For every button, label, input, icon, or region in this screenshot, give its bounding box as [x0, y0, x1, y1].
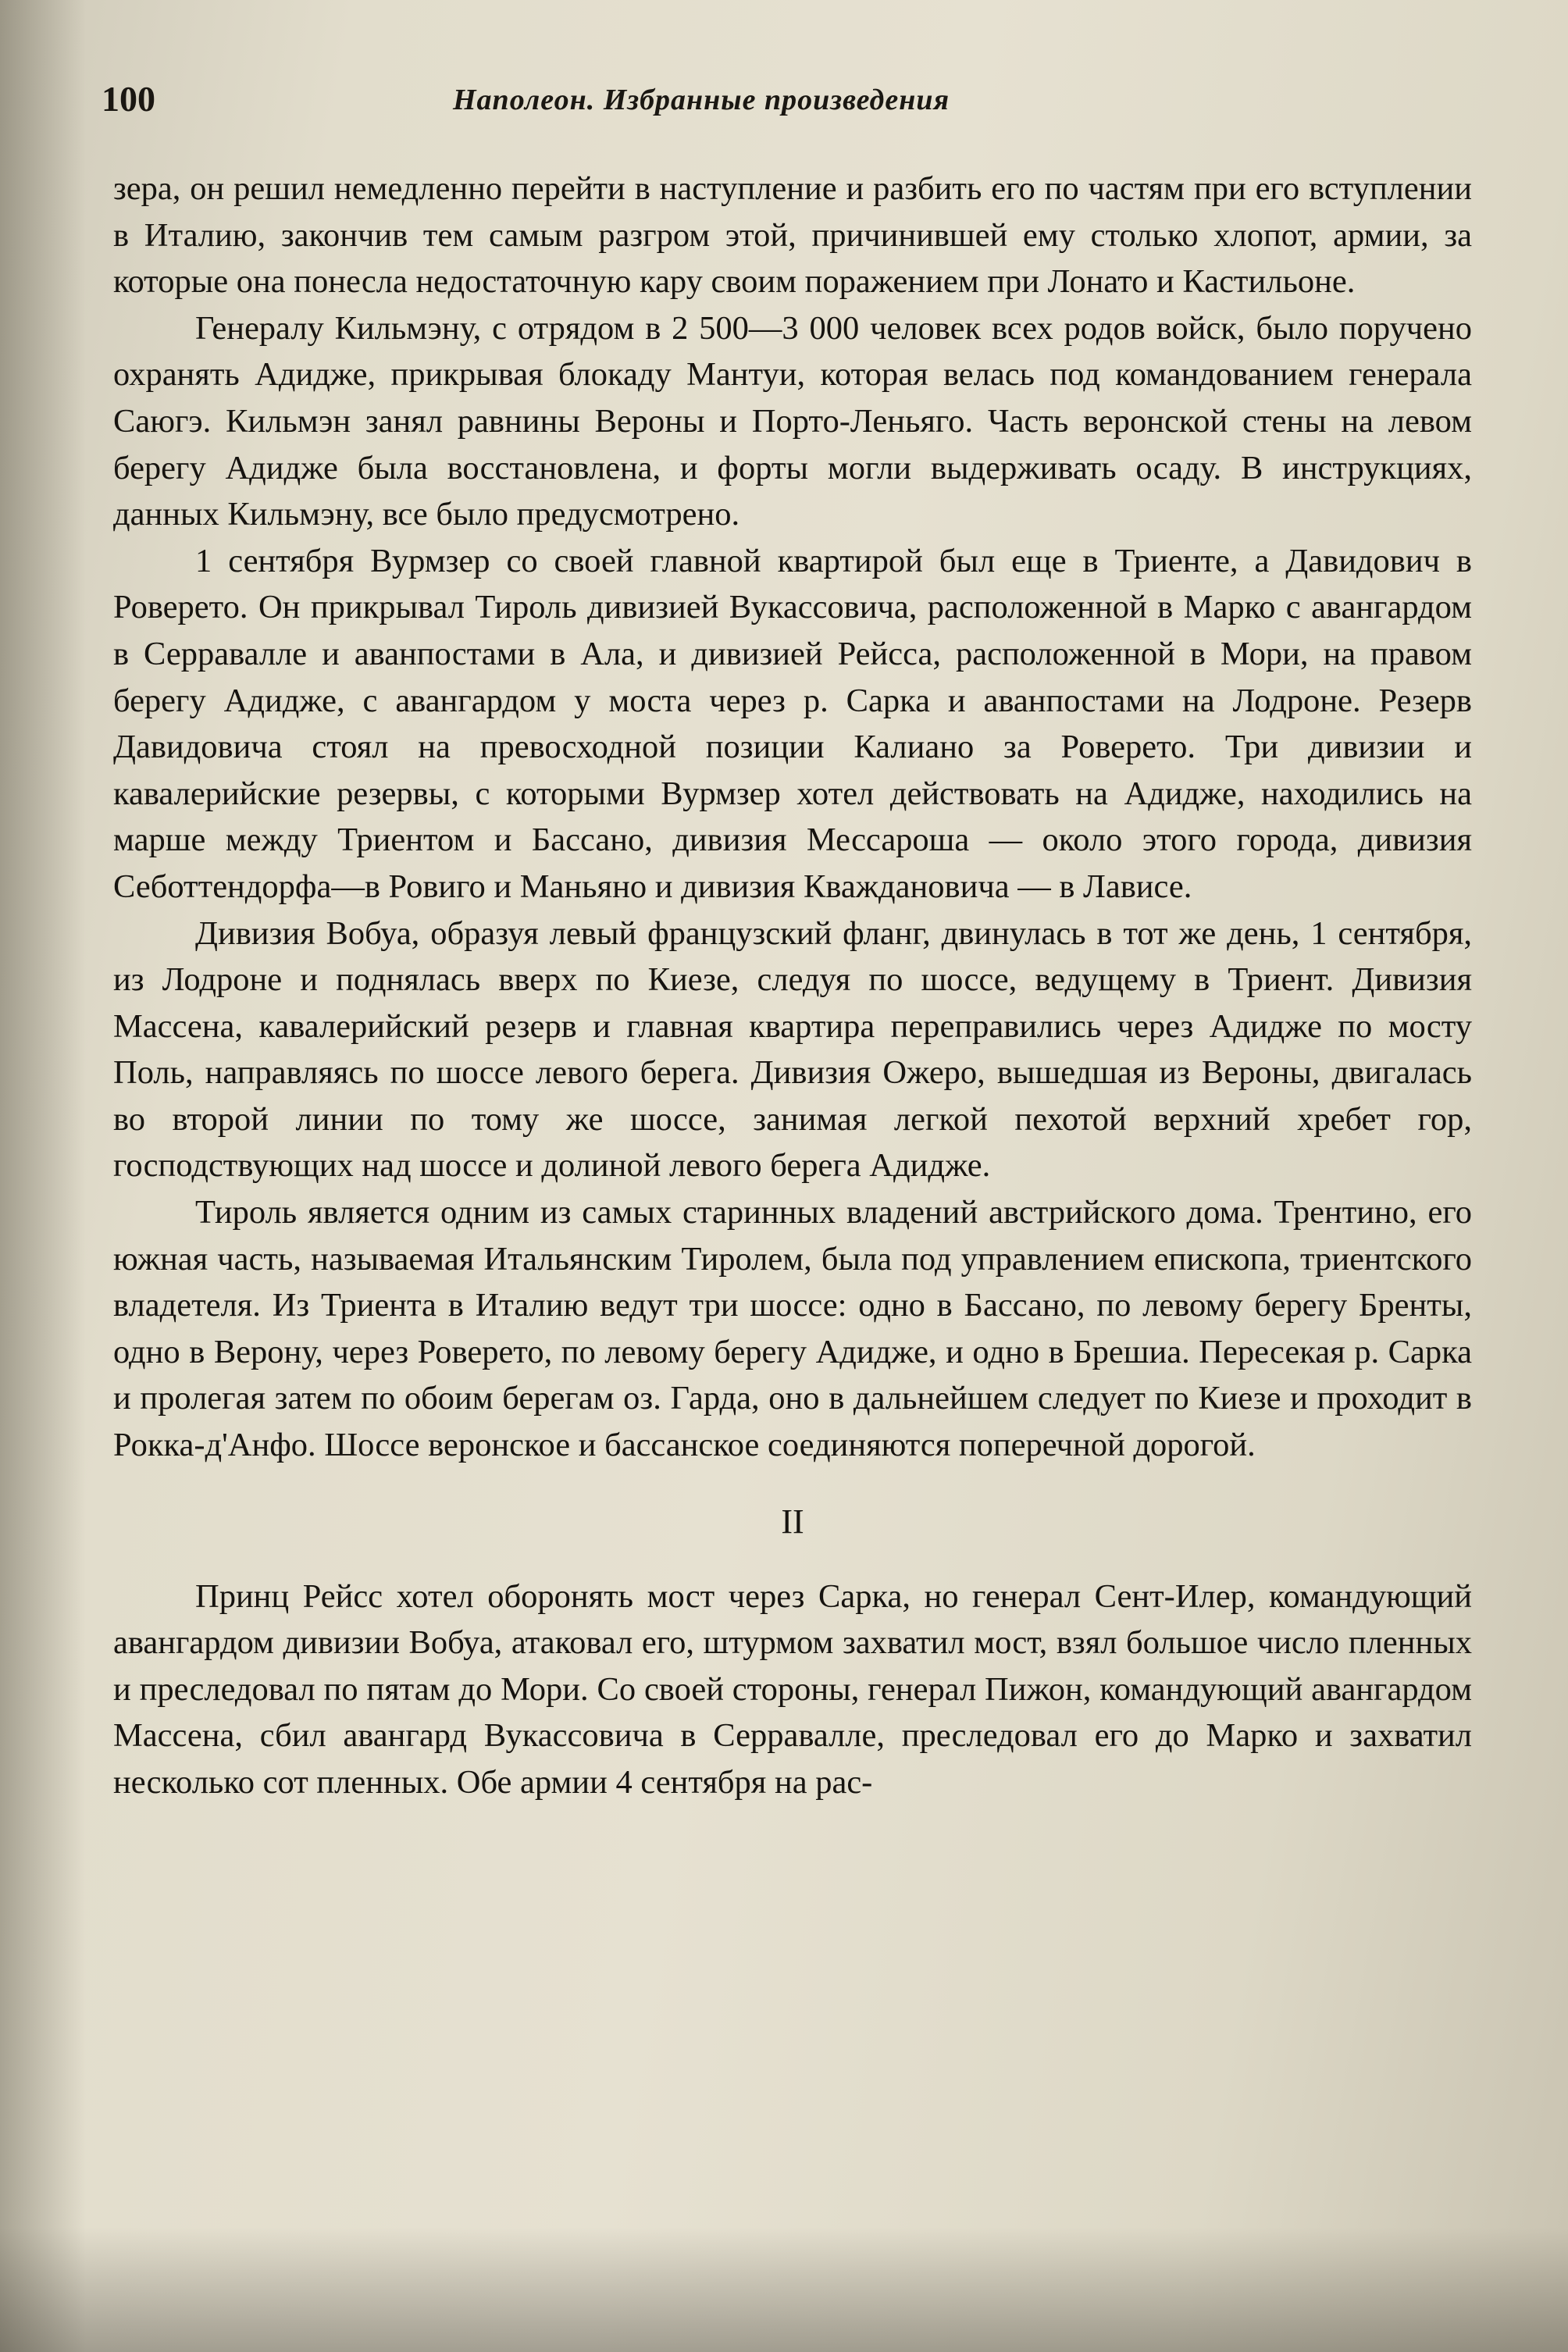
section-heading: II [781, 1502, 804, 1541]
body-text [113, 166, 1472, 1806]
paragraph: Генералу Кильмэну, с отрядом в 2 500—3 000 человек всех родов войск, было поручено охранять Адидже, прикрывая блокаду Мантуи, которая велась под командованием генерала Саюгэ. Кильмэн занял равнины Вероны и Порто-Леньяго. Часть веронской стены на левом берегу Адидже была восстановлена, и форты могли выдерживать осаду. В инструкциях, данных Кильмэну, все было предусмотрено. [113, 309, 1472, 533]
page-header [102, 78, 1476, 133]
paragraph-continuation: зера, он решил немедленно перейти в наступление и разбить его по частям при его вступлении в Италию, закончив тем самым разгром этой, причинившей ему столько хлопот, армии, за которые она понесла недостаточную кару своим поражением при Лонато и Кастильоне. [113, 170, 1472, 301]
running-title: Наполеон. Избранные произведения [453, 84, 950, 116]
page-number: 100 [102, 79, 155, 119]
paragraph: Тироль является одним из самых старинных владений австрийского дома. Трентино, его южная часть, называемая Итальянским Тиролем, была под управлением епископа, триентского владетеля. Из Триента в Италию ведут три шоссе: одно в Бассано, по левому берегу Бренты, одно в Верону, через Роверето, по левому берегу Адидже, и одно в Брешиа. Пересекая р. Сарка и пролегая затем по обоим берегам оз. Гарда, оно в дальнейшем следует по Киезе и проходит в Рокка-д'Анфо. Шоссе веронское и бассанское соединяются поперечной дорогой. [113, 1194, 1472, 1464]
paragraph: Принц Рейсс хотел оборонять мост через Сарка, но генерал Сент-Илер, командующий авангардом дивизии Вобуа, атаковал его, штурмом захватил мост, взял большое число пленных и преследовал по пятам до Мори. Со своей стороны, генерал Пижон, командующий авангардом Массена, сбил авангард Вукассовича в Серравалле, преследовал его до Марко и захватил несколько сот пленных. Обе армии 4 сентября на рас- [113, 1577, 1472, 1801]
paragraph: 1 сентября Вурмзер со своей главной квартирой был еще в Триенте, а Давидович в Роверето. Он прикрывал Тироль дивизией Вукассовича, расположенной в Марко с авангардом в Серравалле и аванпостами в Ала, и дивизией Рейсса, расположенной в Мори, на правом берегу Адидже, с авангардом у моста через р. Сарка и аванпостами на Лодроне. Резерв Давидовича стоял на превосходной позиции Калиано за Роверето. Три дивизии и кавалерийские резервы, с которыми Вурмзер хотел действовать на Адидже, находились на марше между Триентом и Бассано, дивизия Мессароша — около этого города, дивизия Себоттендорфа—в Ровиго и Маньяно и дивизия Кваждановича — в Лависе. [113, 542, 1472, 905]
page-shadow-bottom [0, 2227, 1568, 2352]
page-shadow-left [0, 0, 86, 2352]
paragraph: Дивизия Вобуа, образуя левый французский фланг, двинулась в тот же день, 1 сентября, из Лодроне и поднялась вверх по Киезе, следуя по шоссе, ведущему в Триент. Дивизия Массена, кавалерийский резерв и главная квартира переправились через Адидже по мосту Поль, направляясь по шоссе левого берега. Дивизия Ожеро, вышедшая из Вероны, двигалась во второй линии по тому же шоссе, занимая легкой пехотой верхний хребет гор, господствующих над шоссе и долиной левого берега Адидже. [113, 914, 1472, 1185]
